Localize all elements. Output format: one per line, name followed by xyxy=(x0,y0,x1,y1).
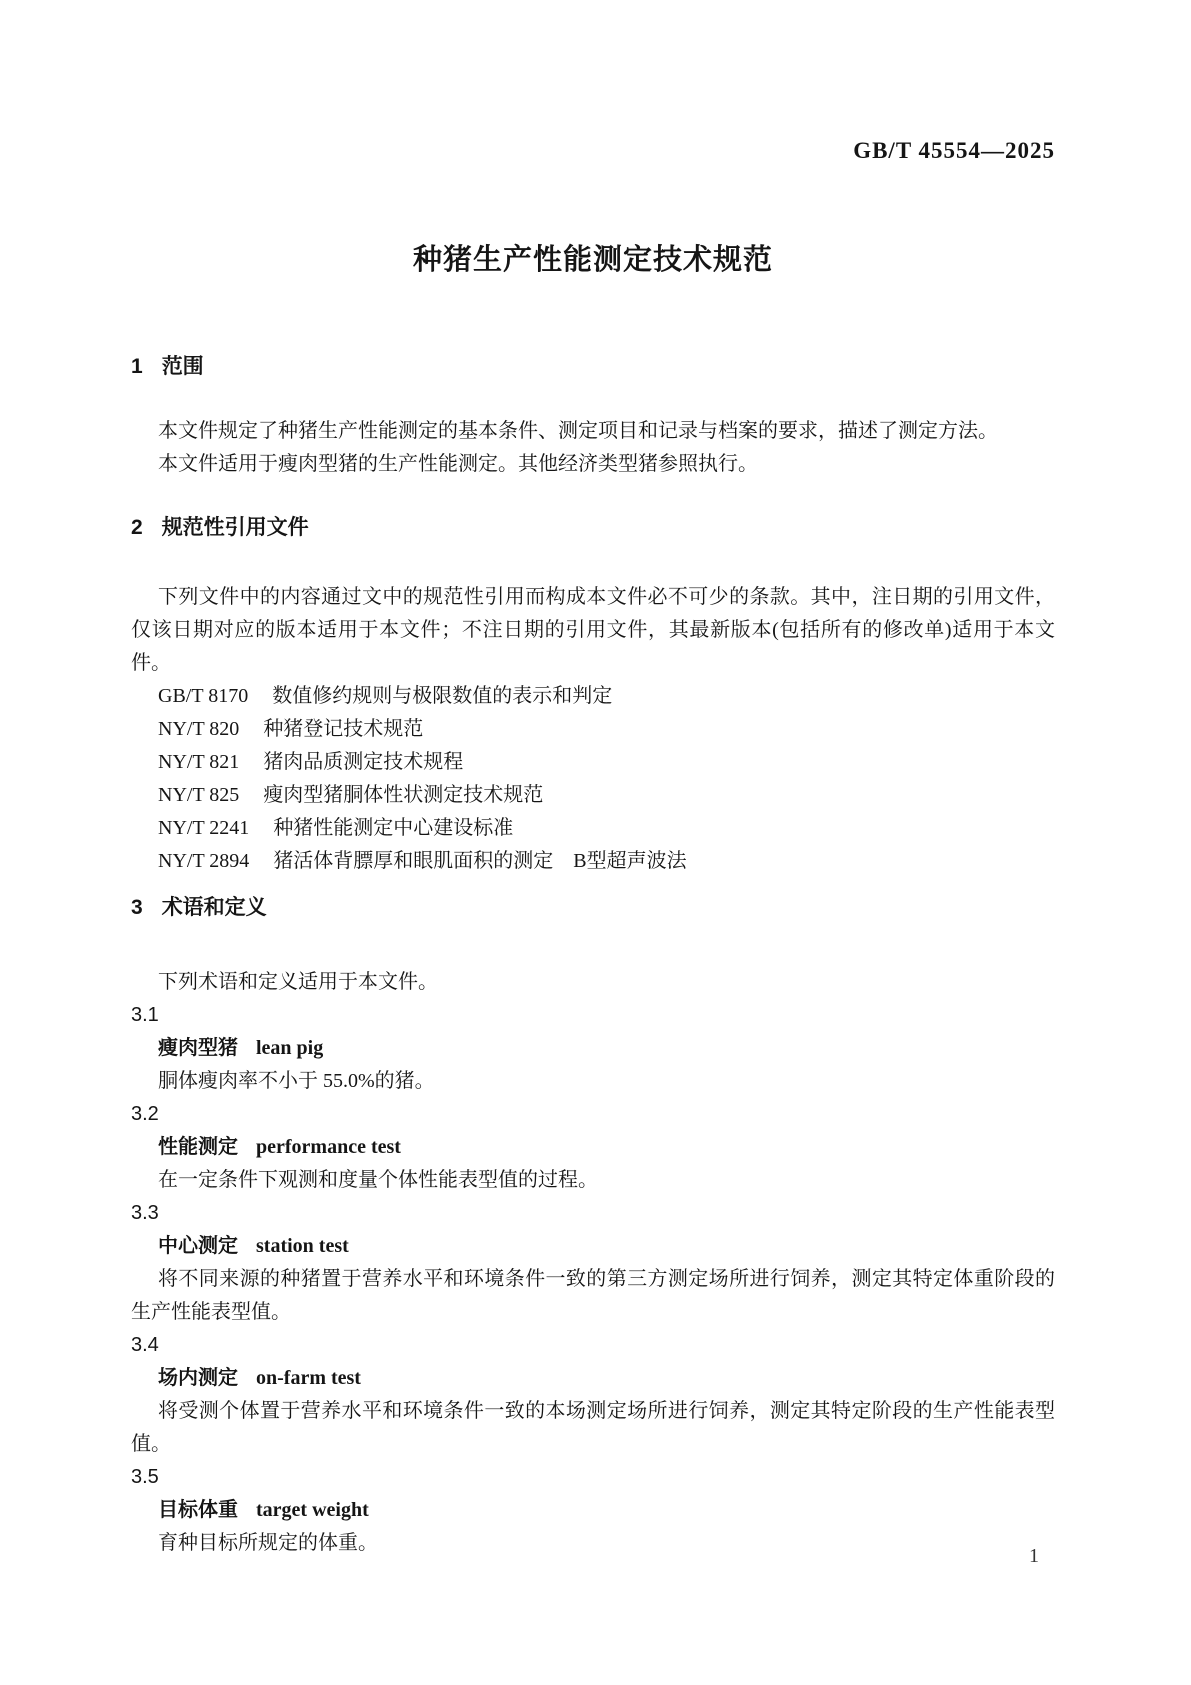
term-line xyxy=(131,1362,1055,1395)
reference-item xyxy=(131,713,1055,746)
term-en: target weight xyxy=(256,1499,369,1521)
page-title: 种猪生产性能测定技术规范 xyxy=(412,244,773,276)
reference-code: NY/T 821 xyxy=(158,751,240,773)
term-line xyxy=(131,1230,1055,1263)
term-definition: 在一定条件下观测和度量个体性能表型值的过程。 xyxy=(158,1169,598,1191)
section-3-number: 3 xyxy=(131,896,143,919)
term-number: 3.3 xyxy=(131,1202,159,1224)
reference-list xyxy=(131,680,1055,878)
term-number: 3.2 xyxy=(131,1103,159,1125)
section-1-heading xyxy=(131,352,1055,382)
term-definition: 将受测个体置于营养水平和环境条件一致的本场测定场所进行饲养，测定其特定阶段的生产性能表型值。 xyxy=(131,1400,1055,1455)
term-en: station test xyxy=(256,1235,349,1257)
term-number: 3.5 xyxy=(131,1466,159,1488)
scope-paragraph: 本文件适用于瘦肉型猪的生产性能测定。其他经济类型猪参照执行。 xyxy=(158,453,758,475)
section-1-title: 范围 xyxy=(161,355,204,378)
doc-number: GB/T 45554—2025 xyxy=(853,138,1055,163)
reference-item xyxy=(131,746,1055,779)
reference-title: 种猪登记技术规范 xyxy=(263,718,424,740)
reference-title: 数值修约规则与极限数值的表示和判定 xyxy=(272,685,613,707)
reference-title: 猪肉品质测定技术规程 xyxy=(263,751,464,773)
reference-code: NY/T 825 xyxy=(158,784,240,806)
reference-code: GB/T 8170 xyxy=(158,685,249,707)
term-en: performance test xyxy=(256,1136,401,1158)
page-content xyxy=(0,138,1191,1560)
reference-title: 瘦肉型猪胴体性状测定技术规范 xyxy=(263,784,544,806)
term-definition: 胴体瘦肉率不小于 55.0%的猪。 xyxy=(158,1070,435,1092)
page-number: 1 xyxy=(1029,1545,1039,1567)
term-definition: 将不同来源的种猪置于营养水平和环境条件一致的第三方测定场所进行饲养，测定其特定体重阶段的生产性能表型值。 xyxy=(131,1268,1055,1323)
terms-list xyxy=(131,999,1055,1560)
reference-item xyxy=(131,845,1055,878)
term-block xyxy=(131,1098,1055,1197)
term-line xyxy=(131,1131,1055,1164)
scope-paragraph: 本文件规定了种猪生产性能测定的基本条件、测定项目和记录与档案的要求，描述了测定方法。 xyxy=(158,420,998,442)
reference-item xyxy=(131,680,1055,713)
section-2-number: 2 xyxy=(131,516,143,539)
reference-item xyxy=(131,779,1055,812)
term-zh: 目标体重 xyxy=(158,1499,238,1521)
term-zh: 瘦肉型猪 xyxy=(158,1037,238,1059)
term-en: lean pig xyxy=(256,1037,324,1059)
term-zh: 性能测定 xyxy=(158,1136,238,1158)
section-2-heading xyxy=(131,513,1055,543)
reference-code: NY/T 2894 xyxy=(158,850,250,872)
references-intro: 下列文件中的内容通过文中的规范性引用而构成本文件必不可少的条款。其中，注日期的引用文件，仅该日期对应的版本适用于本文件；不注日期的引用文件，其最新版本(包括所有的修改单)适用于本文件。 xyxy=(131,586,1055,674)
term-zh: 中心测定 xyxy=(158,1235,238,1257)
term-zh: 场内测定 xyxy=(158,1367,238,1389)
term-number: 3.1 xyxy=(131,1004,159,1026)
term-block xyxy=(131,1197,1055,1329)
reference-title: 猪活体背膘厚和眼肌面积的测定 B型超声波法 xyxy=(273,850,687,872)
section-3-heading xyxy=(131,893,1055,923)
section-3-title: 术语和定义 xyxy=(161,896,267,919)
term-number: 3.4 xyxy=(131,1334,159,1356)
section-1-number: 1 xyxy=(131,355,143,378)
reference-item xyxy=(131,812,1055,845)
term-line xyxy=(131,1032,1055,1065)
term-block xyxy=(131,999,1055,1098)
reference-code: NY/T 820 xyxy=(158,718,240,740)
reference-code: NY/T 2241 xyxy=(158,817,250,839)
reference-title: 种猪性能测定中心建设标准 xyxy=(273,817,514,839)
term-block xyxy=(131,1461,1055,1560)
term-en: on-farm test xyxy=(256,1367,361,1389)
section-2-title: 规范性引用文件 xyxy=(161,516,309,539)
terms-intro: 下列术语和定义适用于本文件。 xyxy=(158,971,438,993)
term-line xyxy=(131,1494,1055,1527)
term-block xyxy=(131,1329,1055,1461)
term-definition: 育种目标所规定的体重。 xyxy=(158,1532,378,1554)
